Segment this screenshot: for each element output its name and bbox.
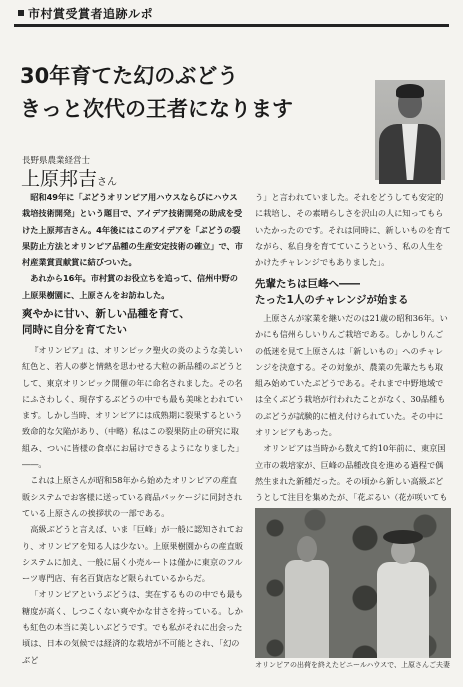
title-line-1: 30年育てた幻のぶどう [20,64,239,88]
body-column-left [22,342,244,677]
section-header-bar [14,4,449,27]
lead-paragraph-2: あれから16年。市村賞のお役立ちを追って、信州中野の上原果樹園に、上原さんをお訪ねした。 [22,273,238,300]
person-name: 上原邦吉 [21,168,98,190]
person-name-line [21,164,117,191]
body-paragraph: 『オリンピア』は、オリンピック聖火の炎のような美しい紅色と、若人の夢と情熱を思わせる大粒の新品種のぶどうとして、東京オリンピック開催の年に命名されました。その名にふさわしく、現存するぶどうの中でも最も美味とわれています。しかし当時、オリンピアには成熟期に裂果するという致命的な欠陥があり、（中略）私はこの裂果防止の研究に取組み、ついに皆様の食卓にお届けできるようになりました」――。 [22,345,244,470]
section-header-label: 市村賞受賞者追跡ルポ [28,7,154,21]
subheading-1-line-2: 同時に自分を育てたい [22,324,127,336]
photo-caption: オリンピアの出荷を終えたビニールハウスで、上原さんご夫妻 [255,661,451,669]
body-paragraph: オリンピアは当時から数えて約10年前に、東京国立市の栽培家が、巨峰の品種改良を進める過程で偶然生まれた新種だった。その頃から新しい高級ぶどうとして注目を集めたが、「花ぶるい（花が咲いても [255,443,448,503]
body-column-right [255,310,451,506]
article-title [20,60,360,126]
body-paragraph: 高級ぶどうと言えば、いま「巨峰」が一般に認知されており、オリンピアを知る人は少ない。上原果樹園からの産直販システムに加え、一般に届く小売ルートは僅かに東京のフルーツ専門店、有名百貨店など限られているからだ。 [22,524,244,584]
portrait-photo [375,80,445,180]
title-line-2: きっと次代の王者になります [20,97,293,121]
body-column-right-top [255,189,451,275]
lead-paragraph-1: 昭和49年に「ぶどうオリンピア用ハウスならびにハウス栽培技術開発」という題目で、アイデア技術開発の助成を受けた上原邦吉さん。4年後にはこのアイデアを「ぶどうの裂果防止方法とオリンピア品種の生産安定技術の確立」で、市村産業賞貢献賞に結びついた。 [22,192,243,268]
body-paragraph: 上原さんが家業を継いだのは21歳の昭和36年。いかにも信州らしいりんご栽培である。しかしりんごの低迷を見て上原さんは「新しいもの」へのチャレンジを決意する。その対象が、農業の先輩たちも取組み始めていたぶどうである。それまで中野地域では全くぶどう栽培が行われたことがなく、30品種ものぶどうが試験的に植え付けられていた。その中にオリンピアもあった。 [255,313,448,438]
subheading-1-line-1: 爽やかに甘い、新しい品種を育て、 [22,308,190,320]
body-paragraph: 「オリンピアというぶどうは、実在するものの中でも最も糖度が高く、しつこくない爽やかな甘さを持っている。しかも紅色の本当に美しいぶどうです。でも私がそれに出会った頃は、日本の気候では経済的な栽培が不可能とされ、「幻のぶど [22,589,244,665]
subheading-2-line-1: 先輩たちは巨峰へ―― [255,278,360,290]
body-paragraph: う」と言われていました。それをどうしても安定的に栽培し、その素晴らしさを沢山の人に知ってもらいたかったのです。それは同時に、新しいものを育てながら、私自身を育てていこうという、私の人生をかけたチャレンジでもありました」。 [255,192,451,268]
person-name-suffix: さん [97,177,118,188]
subheading-2 [255,276,451,308]
person-role: 長野県農業経営士 [22,156,91,166]
vineyard-photo [255,508,451,658]
subheading-2-line-2: たった1人のチャレンジが始まる [255,294,409,306]
body-paragraph: これは上原さんが昭和58年から始めたオリンピアの産直販システムでお客様に送っている商品パッケージに同封されている上原さんの挨拶状の一部である。 [22,475,243,518]
subheading-1 [22,306,244,338]
lead-paragraphs [22,189,244,305]
square-bullet-icon [18,10,24,16]
